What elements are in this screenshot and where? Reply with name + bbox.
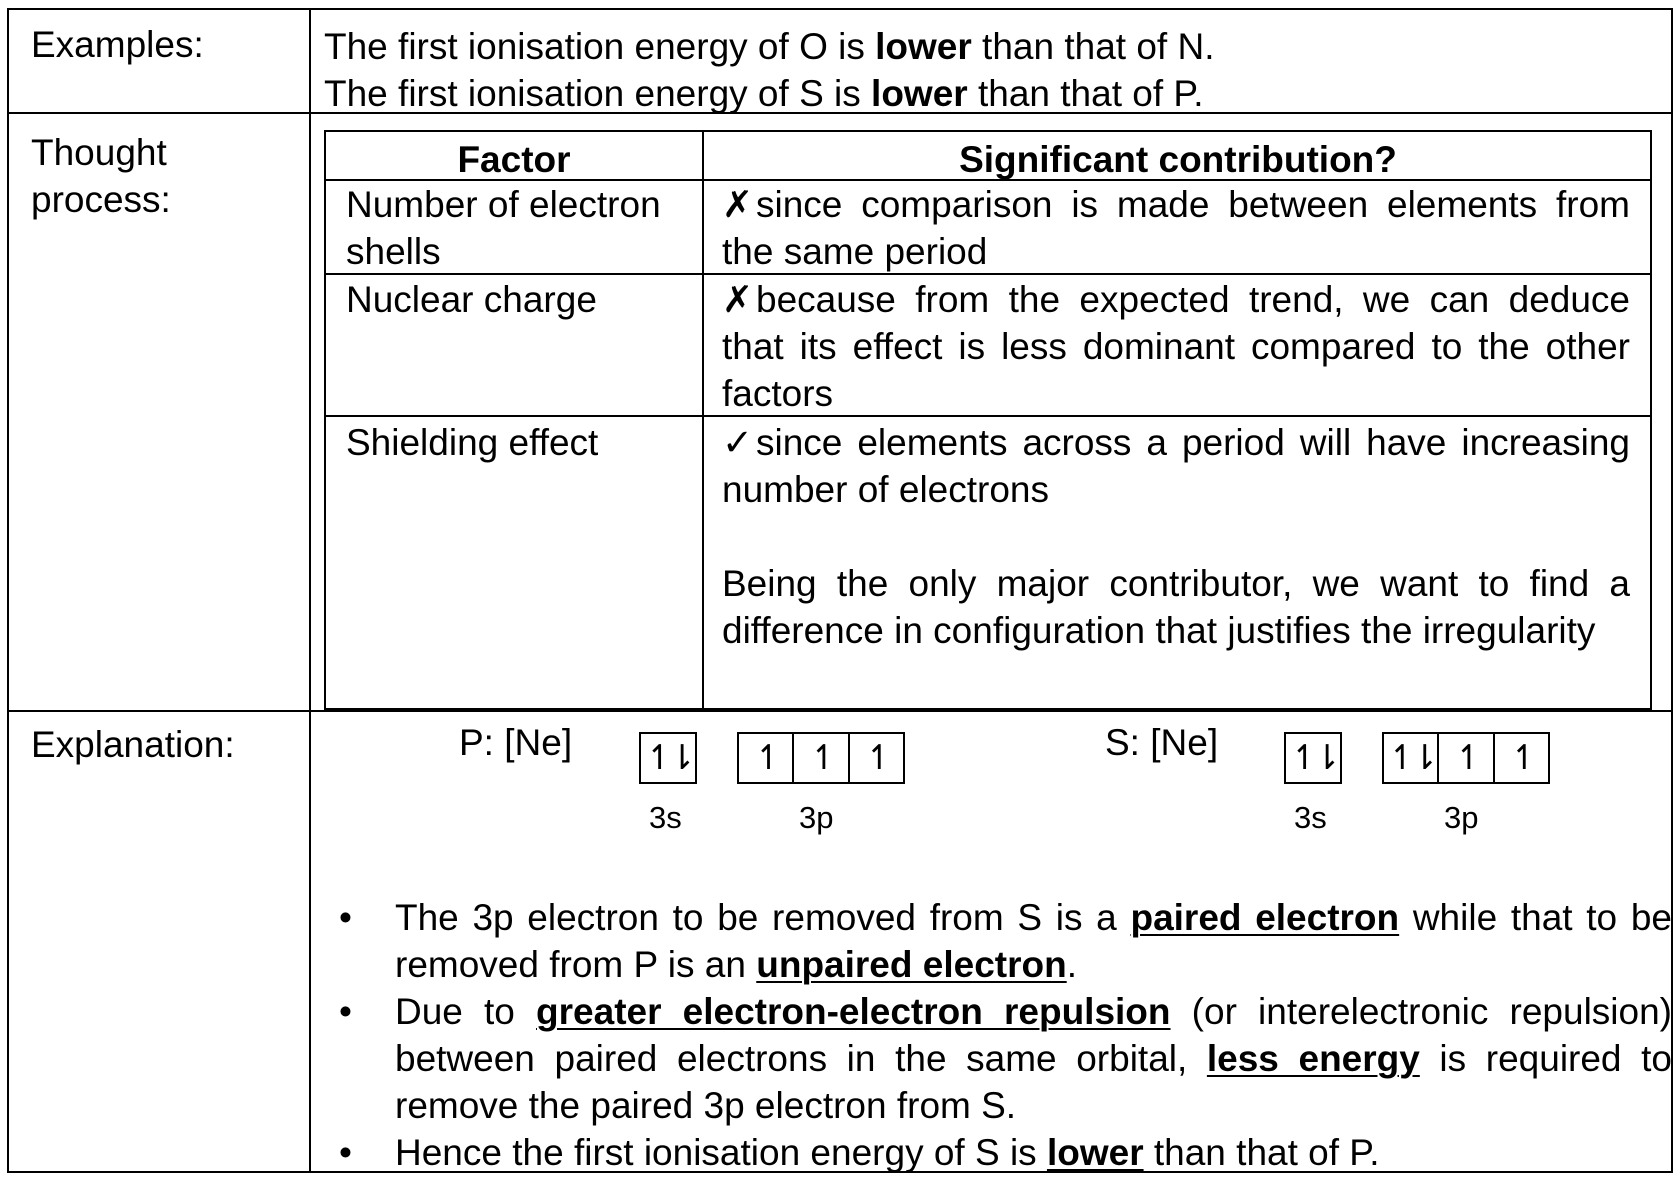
s-3s-label: 3s (1294, 800, 1327, 835)
content-table (7, 8, 1673, 1173)
p-3p-orbital-2: ↿ (792, 734, 847, 782)
contribution-header: Significant contribution? (959, 139, 1397, 180)
s-3p-orbital-3: ↿ (1493, 734, 1548, 782)
thought-process-label (31, 130, 171, 224)
p-3s-label: 3s (649, 800, 682, 835)
s-3p-orbital-1: ↿⇂ (1388, 738, 1434, 778)
p-3s-orbital-box (639, 732, 697, 784)
bullet-dot: • (339, 897, 352, 938)
bullet-2-text-3: is required to remove the paired 3p electron from S. (395, 1037, 1672, 1126)
column-divider (309, 10, 311, 1171)
contribution-text-shells: since comparison is made between elements from the same period (722, 184, 1630, 272)
bullet-dot: • (339, 1131, 352, 1173)
factor-cell-shielding: Shielding effect (346, 422, 599, 463)
example-1-bold: lower (875, 26, 972, 67)
s-config-label: S: [Ne] (1105, 722, 1219, 763)
bullet-2-text-2: (or interelectronic repulsion) between paired electrons in the same orbital, (395, 990, 1672, 1079)
explanation-label: Explanation: (31, 724, 235, 765)
shielding-text-2: Being the only major contributor, we want to find a difference in configuration that justifies the irregularity (722, 562, 1630, 651)
example-line-1 (324, 24, 1215, 71)
p-3s-orbital: ↿⇂ (645, 738, 691, 778)
bullet-1 (339, 895, 1672, 989)
factor-header: Factor (457, 139, 571, 180)
thought-label-line-1: Thought (31, 132, 167, 173)
bullet-1-text: The 3p electron to be removed from S is a (395, 897, 1131, 938)
s-3p-orbital-box (1382, 732, 1550, 784)
example-2-tail: than that of P. (967, 72, 1204, 114)
factor-table-column-divider (702, 132, 704, 708)
cross-icon: ✗ (722, 279, 754, 320)
shielding-text-1 (722, 420, 1630, 514)
example-2-text: The first ionisation energy of S is (324, 72, 872, 114)
p-3p-orbital-3: ↿ (848, 734, 903, 782)
contribution-cell-shells (722, 182, 1630, 276)
bullet-1-text-3: . (1066, 943, 1077, 985)
example-1-text: The first ionisation energy of O is (324, 26, 876, 67)
p-3p-label: 3p (799, 800, 834, 835)
contribution-text-nuclear-charge: because from the expected trend, we can deduce that its effect is less dominant compared to the other factors (722, 279, 1630, 414)
examples-label: Examples: (31, 24, 204, 65)
bullet-3-text-2: than that of P. (1143, 1131, 1380, 1173)
bullet-3-text: Hence the first ionisation energy of S is (395, 1131, 1047, 1173)
bullet-2 (339, 989, 1672, 1130)
contribution-cell-nuclear-charge (722, 277, 1630, 418)
s-3s-orbital-box (1284, 732, 1342, 784)
contribution-cell-shielding (722, 420, 1630, 655)
s-3p-label: 3p (1444, 800, 1479, 835)
s-3p-orbital-2: ↿ (1437, 734, 1492, 782)
p-3p-orbital-1: ↿ (754, 738, 777, 778)
factor-table (324, 130, 1652, 710)
bullet-1-text-2: while that to be removed from P is an (395, 897, 1672, 985)
row-divider-2 (9, 710, 1671, 712)
examples-text (324, 24, 1215, 118)
s-3s-orbital: ↿⇂ (1290, 738, 1336, 778)
bullet-dot: • (339, 990, 352, 1032)
cross-icon: ✗ (722, 184, 754, 225)
p-3p-orbital-box (737, 732, 905, 784)
bullet-1-emphasis-2: unpaired electron (756, 943, 1067, 985)
bullet-3 (339, 1130, 1672, 1177)
factor-cell-nuclear-charge: Nuclear charge (346, 279, 597, 320)
check-icon: ✓ (722, 422, 754, 463)
factor-cell-shells: Number of electron shells (346, 184, 661, 272)
example-2-bold: lower (871, 72, 968, 114)
bullet-2-text: Due to (395, 990, 537, 1032)
example-1-tail: than that of N. (971, 26, 1215, 67)
example-line-2 (324, 71, 1215, 118)
thought-label-line-2: process: (31, 178, 171, 220)
bullet-2-emphasis-1: greater electron-electron repulsion (536, 990, 1171, 1032)
contribution-text-shielding: since elements across a period will have increasing number of electrons (722, 422, 1630, 510)
explanation-bullets (339, 895, 1672, 1177)
bullet-1-emphasis-1: paired electron (1130, 897, 1400, 938)
p-config-label: P: [Ne] (459, 722, 573, 763)
bullet-2-emphasis-2: less energy (1206, 1037, 1420, 1079)
bullet-3-emphasis: lower (1046, 1131, 1144, 1173)
